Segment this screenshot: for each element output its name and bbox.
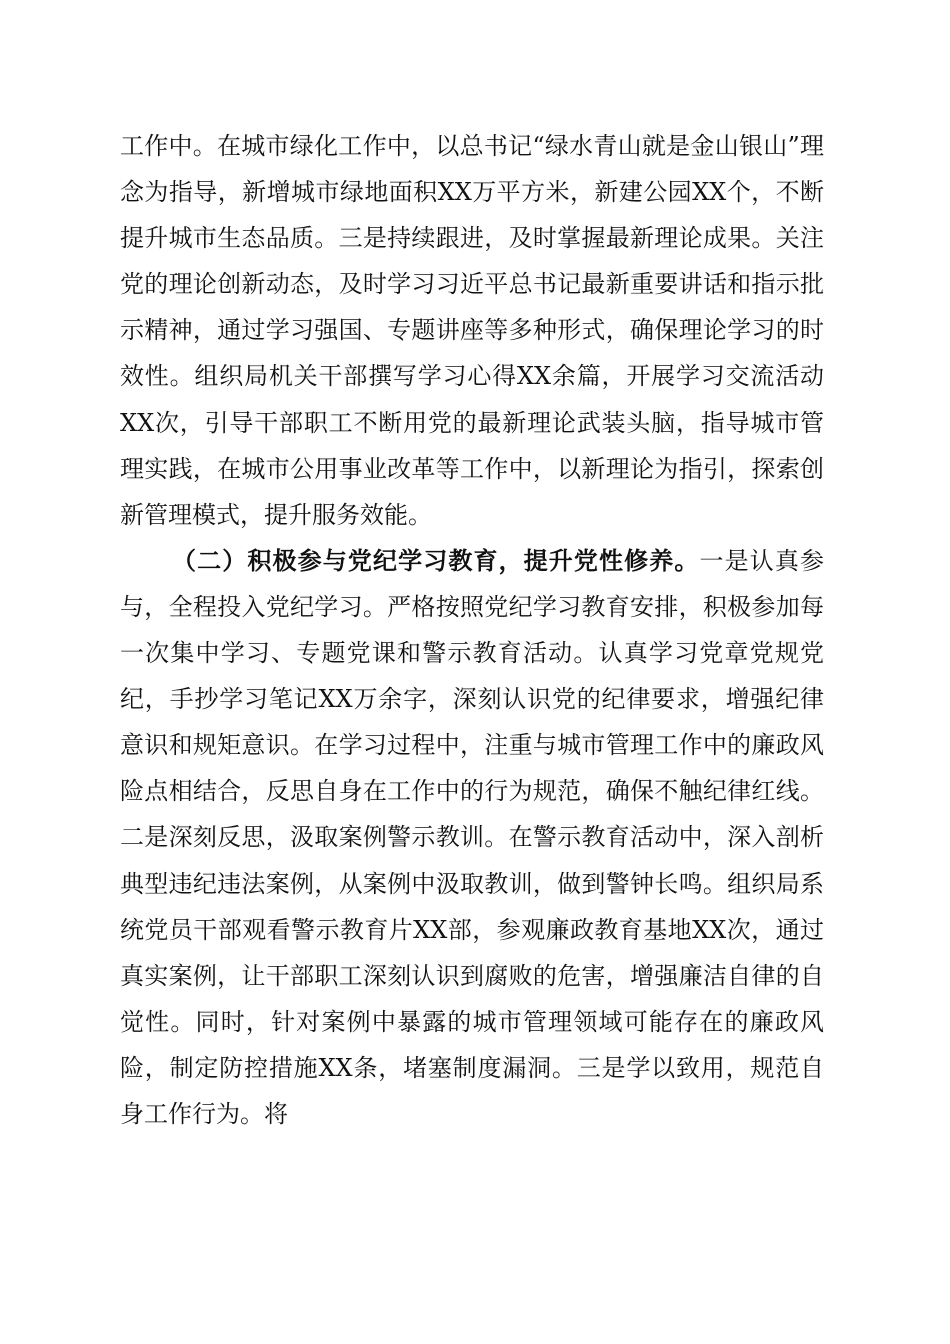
paragraph-1: [120, 123, 824, 538]
paragraph-1-text: 工作中。在城市绿化工作中，以总书记“绿水青山就是金山银山”理念为指导，新增城市绿地面积XX万平方米，新建公园XX个，不断提升城市生态品质。三是持续跟进，及时掌握最新理论成果。关注党的理论创新动态，及时学习习近平总书记最新重要讲话和指示批示精神，通过学习强国、专题讲座等多种形式，确保理论学习的时效性。组织局机关干部撰写学习心得XX余篇，开展学习交流活动XX次，引导干部职工不断用党的最新理论武装头脑，指导城市管理实践，在城市公用事业改革等工作中，以新理论为指引，探索创新管理模式，提升服务效能。: [120, 132, 824, 529]
body-text: [120, 123, 824, 1137]
section-heading-2: （二）积极参与党纪学习教育，提升党性修养。: [172, 545, 700, 575]
paragraph-2: [120, 538, 824, 1137]
paragraph-2-text: 一是认真参与，全程投入党纪学习。严格按照党纪学习教育安排，积极参加每一次集中学习、专题党课和警示教育活动。认真学习党章党规党纪，手抄学习笔记XX万余字，深刻认识党的纪律要求，增强纪律意识和规矩意识。在学习过程中，注重与城市管理工作中的廉政风险点相结合，反思自身在工作中的行为规范，确保不触纪律红线。二是深刻反思，汲取案例警示教训。在警示教育活动中，深入剖析典型违纪违法案例，从案例中汲取教训，做到警钟长鸣。组织局系统党员干部观看警示教育片XX部，参观廉政教育基地XX次，通过真实案例，让干部职工深刻认识到腐败的危害，增强廉洁自律的自觉性。同时，针对案例中暴露的城市管理领域可能存在的廉政风险，制定防控措施XX条，堵塞制度漏洞。三是学以致用，规范自身工作行为。将: [120, 546, 825, 1128]
